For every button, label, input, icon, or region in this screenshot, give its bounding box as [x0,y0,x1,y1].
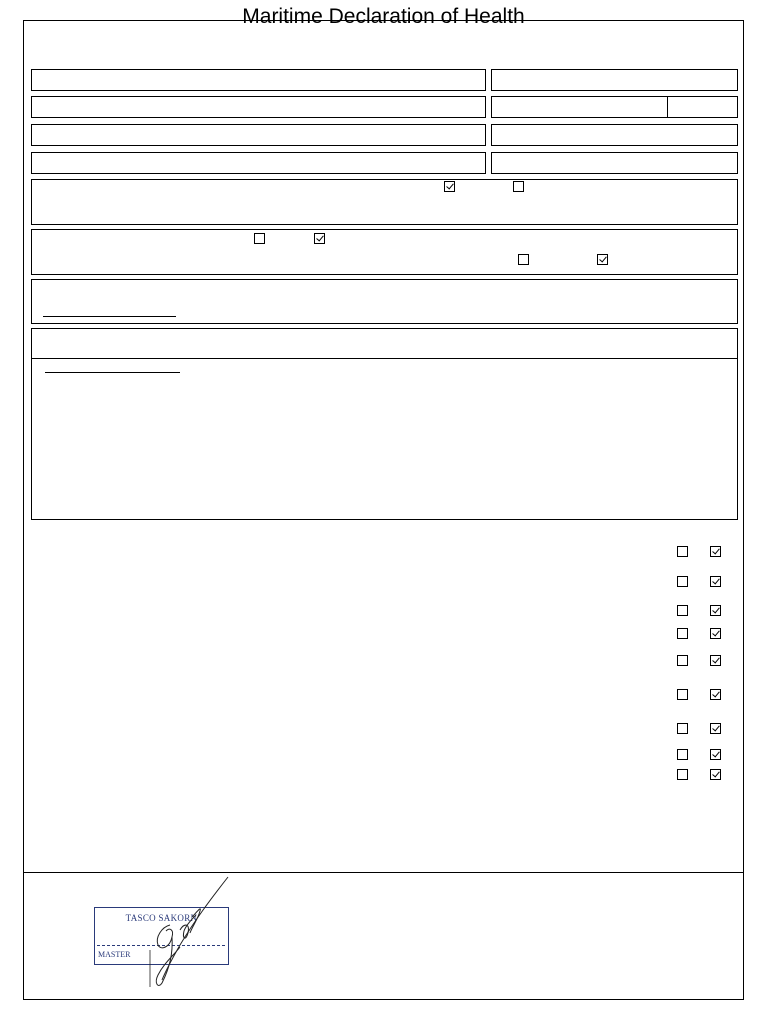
question-1-first-checkbox[interactable] [677,546,688,557]
question-7-first-checkbox[interactable] [677,723,688,734]
field-net-tonnage[interactable] [491,152,738,174]
field-master-name[interactable] [491,124,738,146]
question-7-second-checkbox[interactable] [710,723,721,734]
section-sanitation-certificate [31,179,738,225]
question-8-second-checkbox[interactable] [710,749,721,760]
field-date[interactable] [491,96,668,118]
section-persons-joined-header [31,328,738,359]
section-ports-of-call [31,279,738,324]
signature-divider [24,872,743,873]
question-6-first-checkbox[interactable] [677,689,688,700]
question-9-second-checkbox[interactable] [710,769,721,780]
question-3-first-checkbox[interactable] [677,605,688,616]
section-persons-joined-body [31,358,738,520]
question-2-first-checkbox[interactable] [677,576,688,587]
question-6-second-checkbox[interactable] [710,689,721,700]
question-5-first-checkbox[interactable] [677,655,688,666]
persons-underline [45,372,180,373]
field-arriving-from[interactable] [31,96,486,118]
question-4-first-checkbox[interactable] [677,628,688,639]
question-5-second-checkbox[interactable] [710,655,721,666]
sanitation-yes-checkbox[interactable] [444,181,455,192]
master-signature [140,875,240,990]
stamp-name: TASCO SAKORN [125,913,198,923]
reinspection-first-checkbox[interactable] [254,233,265,244]
affected-area-second-checkbox[interactable] [597,254,608,265]
affected-area-first-checkbox[interactable] [518,254,529,265]
reinspection-second-checkbox[interactable] [314,233,325,244]
field-gross-tonnage[interactable] [31,152,486,174]
ports-underline [43,316,176,317]
document-title: Maritime Declaration of Health [242,5,525,28]
question-4-second-checkbox[interactable] [710,628,721,639]
field-registration[interactable] [491,69,738,91]
question-8-first-checkbox[interactable] [677,749,688,760]
field-nationality[interactable] [31,124,486,146]
field-time[interactable] [667,96,738,118]
stamp-role: MASTER [98,950,131,959]
field-ship-name[interactable] [31,69,486,91]
question-1-second-checkbox[interactable] [710,546,721,557]
sanitation-no-checkbox[interactable] [513,181,524,192]
section-reinspection [31,229,738,275]
question-9-first-checkbox[interactable] [677,769,688,780]
question-2-second-checkbox[interactable] [710,576,721,587]
question-3-second-checkbox[interactable] [710,605,721,616]
